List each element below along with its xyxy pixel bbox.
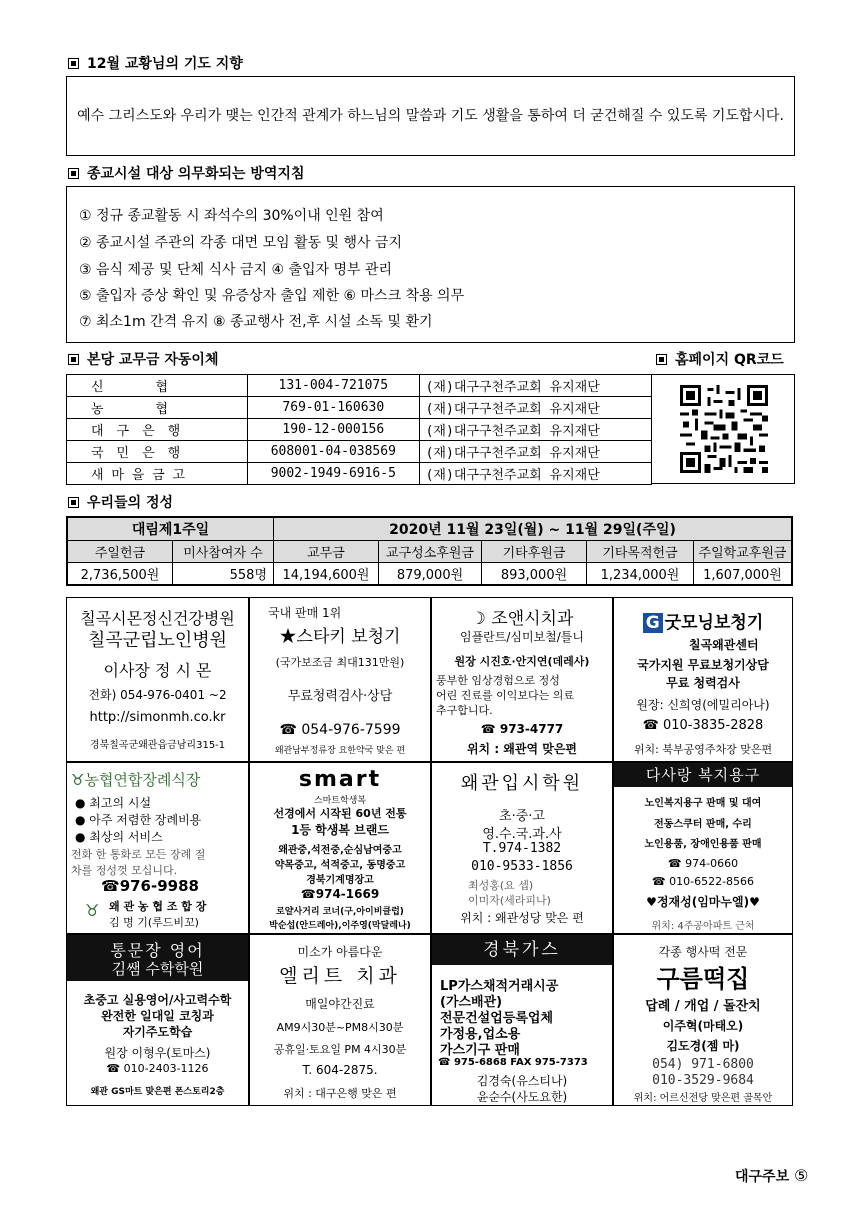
ad-title: 경북가스 [432,935,612,965]
ad-line: 미소가 아름다운 [297,945,383,959]
ad-title: 통문장 영어 [110,941,205,960]
ad-line: 위치 : 왜관성당 맞은 편 [460,911,584,925]
ad-phone-text: 973-4777 [499,722,564,736]
account-owner: (재)대구구천주교회 유지재단 [419,441,651,463]
ad-text: 최상의 서비스 [89,830,163,844]
ad-line: 무료청력검사·상담 [287,689,393,704]
banking-title-text: 본당 교무금 자동이체 [87,352,219,368]
ad-line: 약목중고, 석적중고, 동명중고 [274,860,406,871]
rule-line-5: ⑦ 최소1m 간격 유지 ⑧ 종교행사 전,후 시설 소독 및 환기 [79,314,433,330]
square-bullet-icon [68,497,79,508]
ad-line: 010-9533-1856 [471,859,573,874]
phone-icon: ☎ [106,1062,124,1075]
phone-icon: ☎ [667,857,686,870]
phone-icon: ☎ [300,887,316,901]
ad-line: 노인복지용구 판매 및 대여 [644,798,762,809]
ad-text: 정재성(임마누엘) [656,895,750,909]
ad-line: 자기주도학습 [122,1025,193,1039]
ad-simon-hospital [66,597,249,762]
ad-link[interactable]: http://simonmh.co.kr [89,710,226,725]
ad-line: 1등 학생복 브랜드 [291,823,389,837]
ad-phone-text: 010-6522-8566 [669,875,755,888]
ad-line: 최성홍(요 셉) [468,879,534,892]
ad-line: 가스기구 판매 [440,1043,520,1058]
ad-line: 가정용,업소용 [440,1027,521,1042]
offering-col-header: 주일학교후원금 [694,541,793,563]
ad-phone-text: 974-0660 [685,857,739,870]
ad-line: 왜관중,석전중,순심남여중고 [278,845,402,856]
square-bullet-icon [68,354,79,365]
footer-title: 대구주보 [735,1169,790,1185]
square-bullet-icon [656,354,667,365]
ad-line: 010-3529-9684 [652,1073,754,1088]
ad-line: 원장 이형우(토마스) [104,1046,211,1060]
qr-code-icon[interactable] [680,385,768,473]
ad-dasarang [613,762,793,934]
phone-icon: ☎ [438,1057,454,1068]
account-owner: (재)대구구천주교회 유지재단 [419,375,651,397]
banking-section-title [68,349,218,369]
account-owner: (재)대구구천주교회 유지재단 [419,463,651,485]
ad-line: 윤순수(사도요한) [476,1090,568,1104]
ad-text: 아주 저렴한 장례비용 [89,813,202,827]
ad-line: 김 명 기(루드비꼬) [109,916,199,929]
ad-line: 김도경(젬 마) [666,1039,740,1053]
prayer-section-title [68,53,243,73]
account-owner: (재)대구구천주교회 유지재단 [419,397,651,419]
bank-name: 새 마 을 금 고 [67,463,248,485]
quarantine-box [66,186,795,343]
ad-line: 초중고 실용영어/사고력수학 [83,993,232,1007]
ad-phone [614,875,792,888]
ad-line: 원장: 신희영(에밀리아나) [636,698,770,712]
ad-line [614,608,792,633]
rule-line-3: ③ 음식 제공 및 단체 식사 금지 ④ 출입자 명부 관리 [79,262,393,278]
ad-smart-uniform [249,762,431,934]
ad-line: 칠곡왜관센터 [689,638,759,652]
ad-line: 위치 : 대구은행 맞은 편 [283,1087,397,1100]
ad-phone [432,722,612,736]
offering-week: 대림제1주일 [67,517,274,541]
ad-line [75,794,151,811]
ad-line: 답례 / 개업 / 돌잔치 [645,999,761,1014]
tooth-icon: ☽ [470,609,492,629]
g-logo-icon: G [643,613,663,633]
ad-line: 완전한 일대일 코칭과 [101,1009,214,1023]
ad-title: 굿모닝보청기 [664,613,764,633]
offering-col-header: 미사참여자 수 [173,541,274,563]
ad-line: 경북칠곡군왜관읍금남리315-1 [89,740,226,751]
phone-icon: ☎ [651,875,670,888]
offering-col-header: 기타목적헌금 [587,541,694,563]
ad-line: 원장 시진호·안지연(데레사) [454,655,590,668]
heart-icon: ♥ [646,895,657,909]
offering-column-row [67,541,792,563]
ad-line [614,893,792,910]
offering-col-header: 주일헌금 [67,541,173,563]
rule-line-2: ② 종교시설 주관의 각종 대면 모임 활동 및 행사 금지 [79,235,403,251]
smart-logo: smart [298,767,382,792]
footer-label [735,1166,808,1186]
offering-value: 558명 [173,563,274,586]
ad-line: T. 604-2875. [302,1063,378,1077]
bullet-icon: ● [75,830,90,844]
ad-phone-text: 010-3835-2828 [662,718,764,733]
account-number[interactable]: 9002-1949-6916-5 [248,463,420,485]
ad-title: 조앤시치과 [491,609,574,629]
ad-line: 이사장 정 시 몬 [103,661,212,680]
quarantine-section-title [68,163,304,183]
square-bullet-icon [68,58,79,69]
ad-phone-text: 054-976-7599 [301,722,401,738]
ad-gyeongbuk-gas [431,934,613,1106]
ad-phone-text: 975-6868 FAX 975-7373 [453,1057,588,1068]
offering-col-header: 기타후원금 [482,541,587,563]
ad-line: 각종 행사떡 전문 [658,945,748,959]
offering-period: 2020년 11월 23일(월) ~ 11월 29일(주일) [274,517,793,541]
ad-phone-text: 974-1669 [315,887,380,901]
qr-title-text: 홈페이지 QR코드 [675,352,784,368]
ad-line: LP가스채적거래시공 [440,979,559,994]
offering-title-text: 우리들의 정성 [87,495,174,511]
rule-line-1: ① 정규 종교활동 시 좌석수의 30%이내 인원 참여 [79,208,384,224]
ad-english-math [66,934,249,1106]
phone-icon: ☎ [279,722,302,738]
ad-cloud-ricecake [613,934,793,1106]
ad-line: 전화) 054-976-0401 ~2 [88,688,227,702]
bullet-icon: ● [75,813,90,827]
bank-name: 대 구 은 행 [67,419,248,441]
ad-joan-dental [431,597,613,762]
ad-line: 임플란트/심미보철/틀니 [459,630,584,644]
ad-line: 풍부한 임상경험으로 정성 [436,674,560,687]
offering-value: 1,234,000원 [587,563,694,586]
bank-name: 신 협 [67,375,248,397]
ad-elite-dental [249,934,431,1106]
ad-line: 위치 : 왜관역 맞은편 [466,742,578,756]
nh-logo-icon: ♉ [71,771,85,789]
ad-line: 로얄사거리 코너(구,아이비클럽) [276,907,404,917]
ad-line: (국가보조금 최대131만원) [275,656,405,669]
ad-starkey [249,597,431,762]
phone-icon: ☎ [101,877,120,895]
ad-line: 054) 971-6800 [652,1057,754,1072]
ad-line: 왜관 GS마트 맞은편 폰스토리2층 [90,1087,225,1097]
account-number[interactable]: 131-004-721075 [248,375,420,397]
ad-line: 칠곡시몬정신건강병원 [80,609,235,628]
prayer-box [66,76,795,156]
offering-col-header: 교무금 [274,541,379,563]
account-number[interactable]: 608001-04-038569 [248,441,420,463]
ad-line: 전동스쿠터 판매, 수리 [654,819,752,830]
quarantine-title-text: 종교시설 대상 의무화되는 방역지침 [87,166,305,182]
ad-funeral-hall [66,762,249,934]
ad-phone [614,718,792,733]
offering-value: 2,736,500원 [67,563,173,586]
ad-line: ★스타키 보청기 [279,627,401,647]
ad-phone-text: 010-2403-1126 [123,1062,209,1075]
bank-row [67,463,652,485]
qr-section-title [656,349,784,369]
ad-line: 왜관남부정류장 요한약국 맞은 편 [274,746,406,756]
account-owner: (재)대구구천주교회 유지재단 [419,419,651,441]
account-number[interactable]: 190-12-000156 [248,419,420,441]
ad-text: 최고의 시설 [89,796,152,810]
ad-line: 어린 진료를 이익보다는 의료 [436,689,575,702]
ad-header [67,935,248,981]
ad-line: 차를 정성껏 모십니다. [71,864,178,877]
offering-header-row [67,517,792,541]
ad-phone-text: 976-9988 [119,877,199,895]
ad-line: 위치: 4주공아파트 근처 [651,921,755,932]
offering-col-header: 교구성소후원금 [379,541,482,563]
bank-table [66,374,652,485]
page-number: ⑤ [793,1166,809,1185]
ad-waegwan-academy [431,762,613,934]
bank-row [67,419,652,441]
ad-line: 국가지원 무료보청기상담 [637,658,769,672]
bank-name: 농 협 [67,397,248,419]
ad-line: 위치: 어르신전당 맞은편 골목안 [633,1093,773,1104]
ad-line: 선경에서 시작된 60년 전통 [273,807,407,820]
ad-line: 영.수.국.과.사 [482,827,562,842]
phone-icon: ☎ [642,718,663,733]
ad-line: AM9시30분~PM8시30분 [276,1021,404,1034]
ad-subtitle: 김쌤 수학학원 [111,960,204,978]
ad-line: (가스배관) [440,995,503,1010]
account-number[interactable]: 769-01-160630 [248,397,420,419]
offering-value: 14,194,600원 [274,563,379,586]
prayer-text: 예수 그리스도와 우리가 맺는 인간적 관계가 하느님의 말씀과 기도 생활을 통하여 더 굳건해질 수 있도록 기도합시다. [77,108,784,124]
ad-phone [250,887,430,901]
ad-line: 칠곡군립노인병원 [87,630,228,651]
ad-line: 공휴일·토요일 PM 4시30분 [273,1043,407,1056]
prayer-title-text: 12월 교황님의 기도 지향 [87,56,243,72]
ad-title: 구름떡집 [656,964,750,993]
nh-logo-icon: ♉ [85,901,100,920]
ad-line: 전문건설업등록업체 [440,1011,554,1026]
ad-line [75,828,163,845]
ad-title: 엘리트 치과 [279,965,401,987]
offering-section-title [68,492,173,512]
ad-title: 왜관입시학원 [460,773,584,794]
ad-line: 스마트학생복 [313,796,367,806]
ad-line [432,604,612,629]
ad-line [71,769,200,790]
offering-value: 879,000원 [379,563,482,586]
ad-line: 왜 관 농 협 조 합 장 [109,900,207,913]
ad-goodmorning [613,597,793,762]
bank-name: 국 민 은 행 [67,441,248,463]
ad-line: 박순섭(안드레아),이주영(막달레나) [269,921,411,931]
ad-line: 매일야간진료 [305,997,375,1011]
ad-line: 김경숙(유스티나) [476,1074,568,1088]
offering-value: 893,000원 [482,563,587,586]
ad-line: 위치: 북부공영주차장 맞은편 [633,743,773,756]
ad-title: 농협연합장례식장 [84,771,201,789]
ad-line: 초·중·고 [499,809,545,824]
rule-line-4: ⑤ 출입자 증상 확인 및 유증상자 출입 제한 ⑥ 마스크 착용 의무 [79,288,465,304]
ad-line: T.974-1382 [482,841,562,856]
ad-line: 노인용품, 장애인용품 판매 [644,839,762,850]
ad-line: 무료 청력검사 [666,676,740,690]
offering-value-row [67,563,792,586]
offering-table [66,516,793,586]
heart-icon: ♥ [749,895,760,909]
ad-line: 추구합니다. [436,704,493,717]
ad-phone [101,877,199,895]
qr-box [651,374,795,484]
ad-phone [67,1062,248,1075]
bullet-icon: ● [75,796,90,810]
bank-row [67,375,652,397]
ad-line: 국내 판매 1위 [268,606,342,620]
ad-line: 이주혁(마태오) [662,1019,744,1033]
ad-title: 다사랑 복지용구 [614,763,792,787]
phone-icon: ☎ [480,722,500,736]
ad-line: 이미자(세라피나) [468,894,551,907]
offering-value: 1,607,000원 [694,563,793,586]
ad-phone [250,722,430,738]
ad-phone [614,857,792,870]
bank-row [67,397,652,419]
bank-row [67,441,652,463]
ad-line: 전화 한 통화로 모든 장례 절 [71,848,206,861]
ad-line [75,811,201,828]
ad-phone [438,1057,588,1068]
square-bullet-icon [68,168,79,179]
ad-line: 경북기계명장고 [306,875,374,886]
